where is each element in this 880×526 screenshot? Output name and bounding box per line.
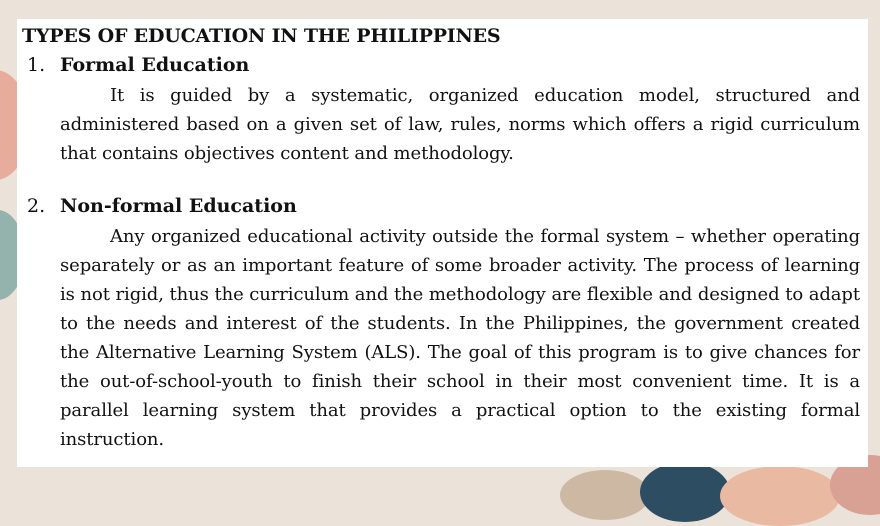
list-item-description: It is guided by a systematic, organized education model, structured and administered based on a given set of law, rules, norms which offers a rigid curriculum that contains objectives content and methodology. — [60, 85, 860, 164]
decorative-sand-shape — [560, 470, 650, 520]
list-item-heading — [27, 52, 860, 79]
list-item-number: 2. — [27, 195, 46, 217]
list-item-number: 1. — [27, 54, 46, 76]
decorative-navy-shape — [640, 462, 730, 522]
list-item-formal-education — [27, 52, 860, 168]
list-item-title: Formal Education — [60, 54, 250, 76]
decorative-peach-shape — [720, 466, 840, 526]
list-item-non-formal-education — [27, 193, 860, 454]
list-item-description: Any organized educational activity outside the formal system – whether operating separately or as an important feature of some broader activity. The process of learning is not rigid, thus the curriculum and the methodology are flexible and designed to adapt to the needs and interest of the students. In the Philippines, the government created the Alternative Learning System (ALS). The goal of this program is to give chances for the out-of-school-youth to finish their school in their most convenient time. It is a parallel learning system that provides a practical option to the existing formal instruction. — [60, 226, 860, 450]
list-item-title: Non-formal Education — [60, 195, 297, 217]
document-card — [17, 19, 868, 467]
document-title: TYPES OF EDUCATION IN THE PHILIPPINES — [22, 25, 501, 47]
list-item-heading — [27, 193, 860, 220]
